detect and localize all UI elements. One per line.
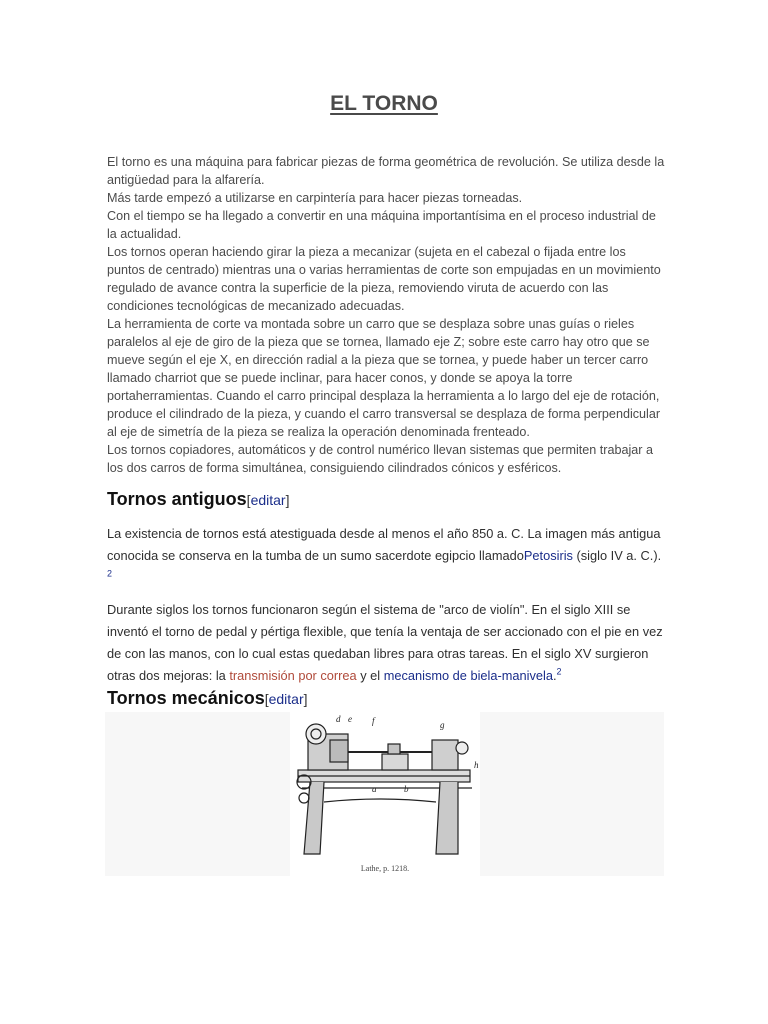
edit-link[interactable]: editar (250, 492, 286, 508)
paragraph-text: y el (356, 668, 384, 683)
paragraph-text: (siglo IV a. C.). (572, 548, 662, 563)
section-body-antiguos (107, 523, 663, 687)
bracket-close: ] (285, 492, 290, 508)
heading-text: Tornos antiguos (107, 489, 247, 509)
figure-label: d (336, 714, 341, 724)
bracket-open: [ (264, 691, 269, 707)
bracket-open: [ (246, 492, 251, 508)
intro-paragraph: Con el tiempo se ha llegado a convertir en una máquina importantísima en el proceso industrial de la actualidad. (107, 209, 656, 241)
heading-text: Tornos mecánicos (107, 688, 265, 708)
intro-text (107, 153, 667, 477)
bracket-close: ] (303, 691, 308, 707)
edit-link-wrapper (247, 492, 290, 508)
lathe-figure (105, 712, 664, 876)
lathe-engraving-icon (290, 712, 480, 864)
figure-label: a (372, 784, 377, 794)
petosiris-link[interactable]: Petosiris (523, 548, 573, 563)
figure-label: e (348, 714, 352, 724)
edit-link-wrapper (265, 691, 308, 707)
page-title: EL TORNO (330, 92, 438, 115)
intro-paragraph: Los tornos operan haciendo girar la pieza a mecanizar (sujeta en el cabezal o fijada entre los puntos de centrado) mientras una o varias herramientas de corte son empujadas en un movimiento regulado de avance contra la superficie de la pieza, removiendo viruta de acuerdo con las condiciones tecnológicas de mecanizado adecuadas. (107, 245, 661, 313)
section-heading-antiguos (107, 489, 289, 510)
biela-manivela-link[interactable]: mecanismo de biela-manivela (383, 668, 553, 683)
paragraph-text: La existencia de tornos está atestiguada desde al menos el año 850 a. C. La imagen más antigua conocida se conserva en la tumba de un sumo sacerdote egipcio llamado (107, 526, 661, 563)
reference-link[interactable]: 2 (556, 666, 562, 677)
intro-paragraph: La herramienta de corte va montada sobre un carro que se desplaza sobre unas guías o rieles paralelos al eje de giro de la pieza que se tornea, llamado eje Z; sobre este carro hay otro que se mueve según el eje X, en dirección radial a la pieza que se tornea, y puede haber un tercer carro llamado charriot que se puede inclinar, para hacer conos, y donde se apoya la torre portaherramientas. Cuando el carro principal desplaza la herramienta a lo largo del eje de rotación, produce el cilindrado de la pieza, y cuando el carro transversal se desplaza de forma perpendicular al eje de simetría de la pieza se realiza la operación denominada frenteado. (107, 317, 661, 439)
paragraph (107, 599, 663, 687)
edit-link[interactable]: editar (268, 691, 304, 707)
paragraph (107, 523, 663, 589)
intro-paragraph: Los tornos copiadores, automáticos y de control numérico llevan sistemas que permiten trabajar a los dos carros de forma simultánea, consiguiendo cilindrados cónicos y esféricos. (107, 443, 654, 475)
figure-label: g (440, 720, 445, 730)
paragraph-text: . (552, 668, 557, 683)
intro-paragraph: Más tarde empezó a utilizarse en carpintería para hacer piezas torneadas. (107, 191, 523, 205)
section-heading-mecanicos (107, 688, 308, 709)
figure-label: b (404, 784, 409, 794)
reference-link[interactable]: 2 (107, 568, 113, 579)
paragraph-text: Durante siglos los tornos funcionaron según el sistema de "arco de violín". En el siglo XIII se inventó el torno de pedal y pértiga flexible, que tenía la ventaja de ser accionado con el pie en vez de con las manos, con lo cual estas quedaban libres para otras tareas. En el siglo XV surgieron otras dos mejoras: la (107, 602, 663, 683)
figure-label: h (474, 760, 479, 770)
intro-paragraph: El torno es una máquina para fabricar piezas de forma geométrica de revolución. Se utiliza desde la antigüedad para la alfarería. (107, 155, 665, 187)
transmision-correa-link[interactable]: transmisión por correa (229, 668, 357, 683)
figure-caption: Lathe, p. 1218. (360, 864, 410, 873)
figure-label: f (372, 716, 375, 726)
lathe-illustration (290, 712, 480, 876)
